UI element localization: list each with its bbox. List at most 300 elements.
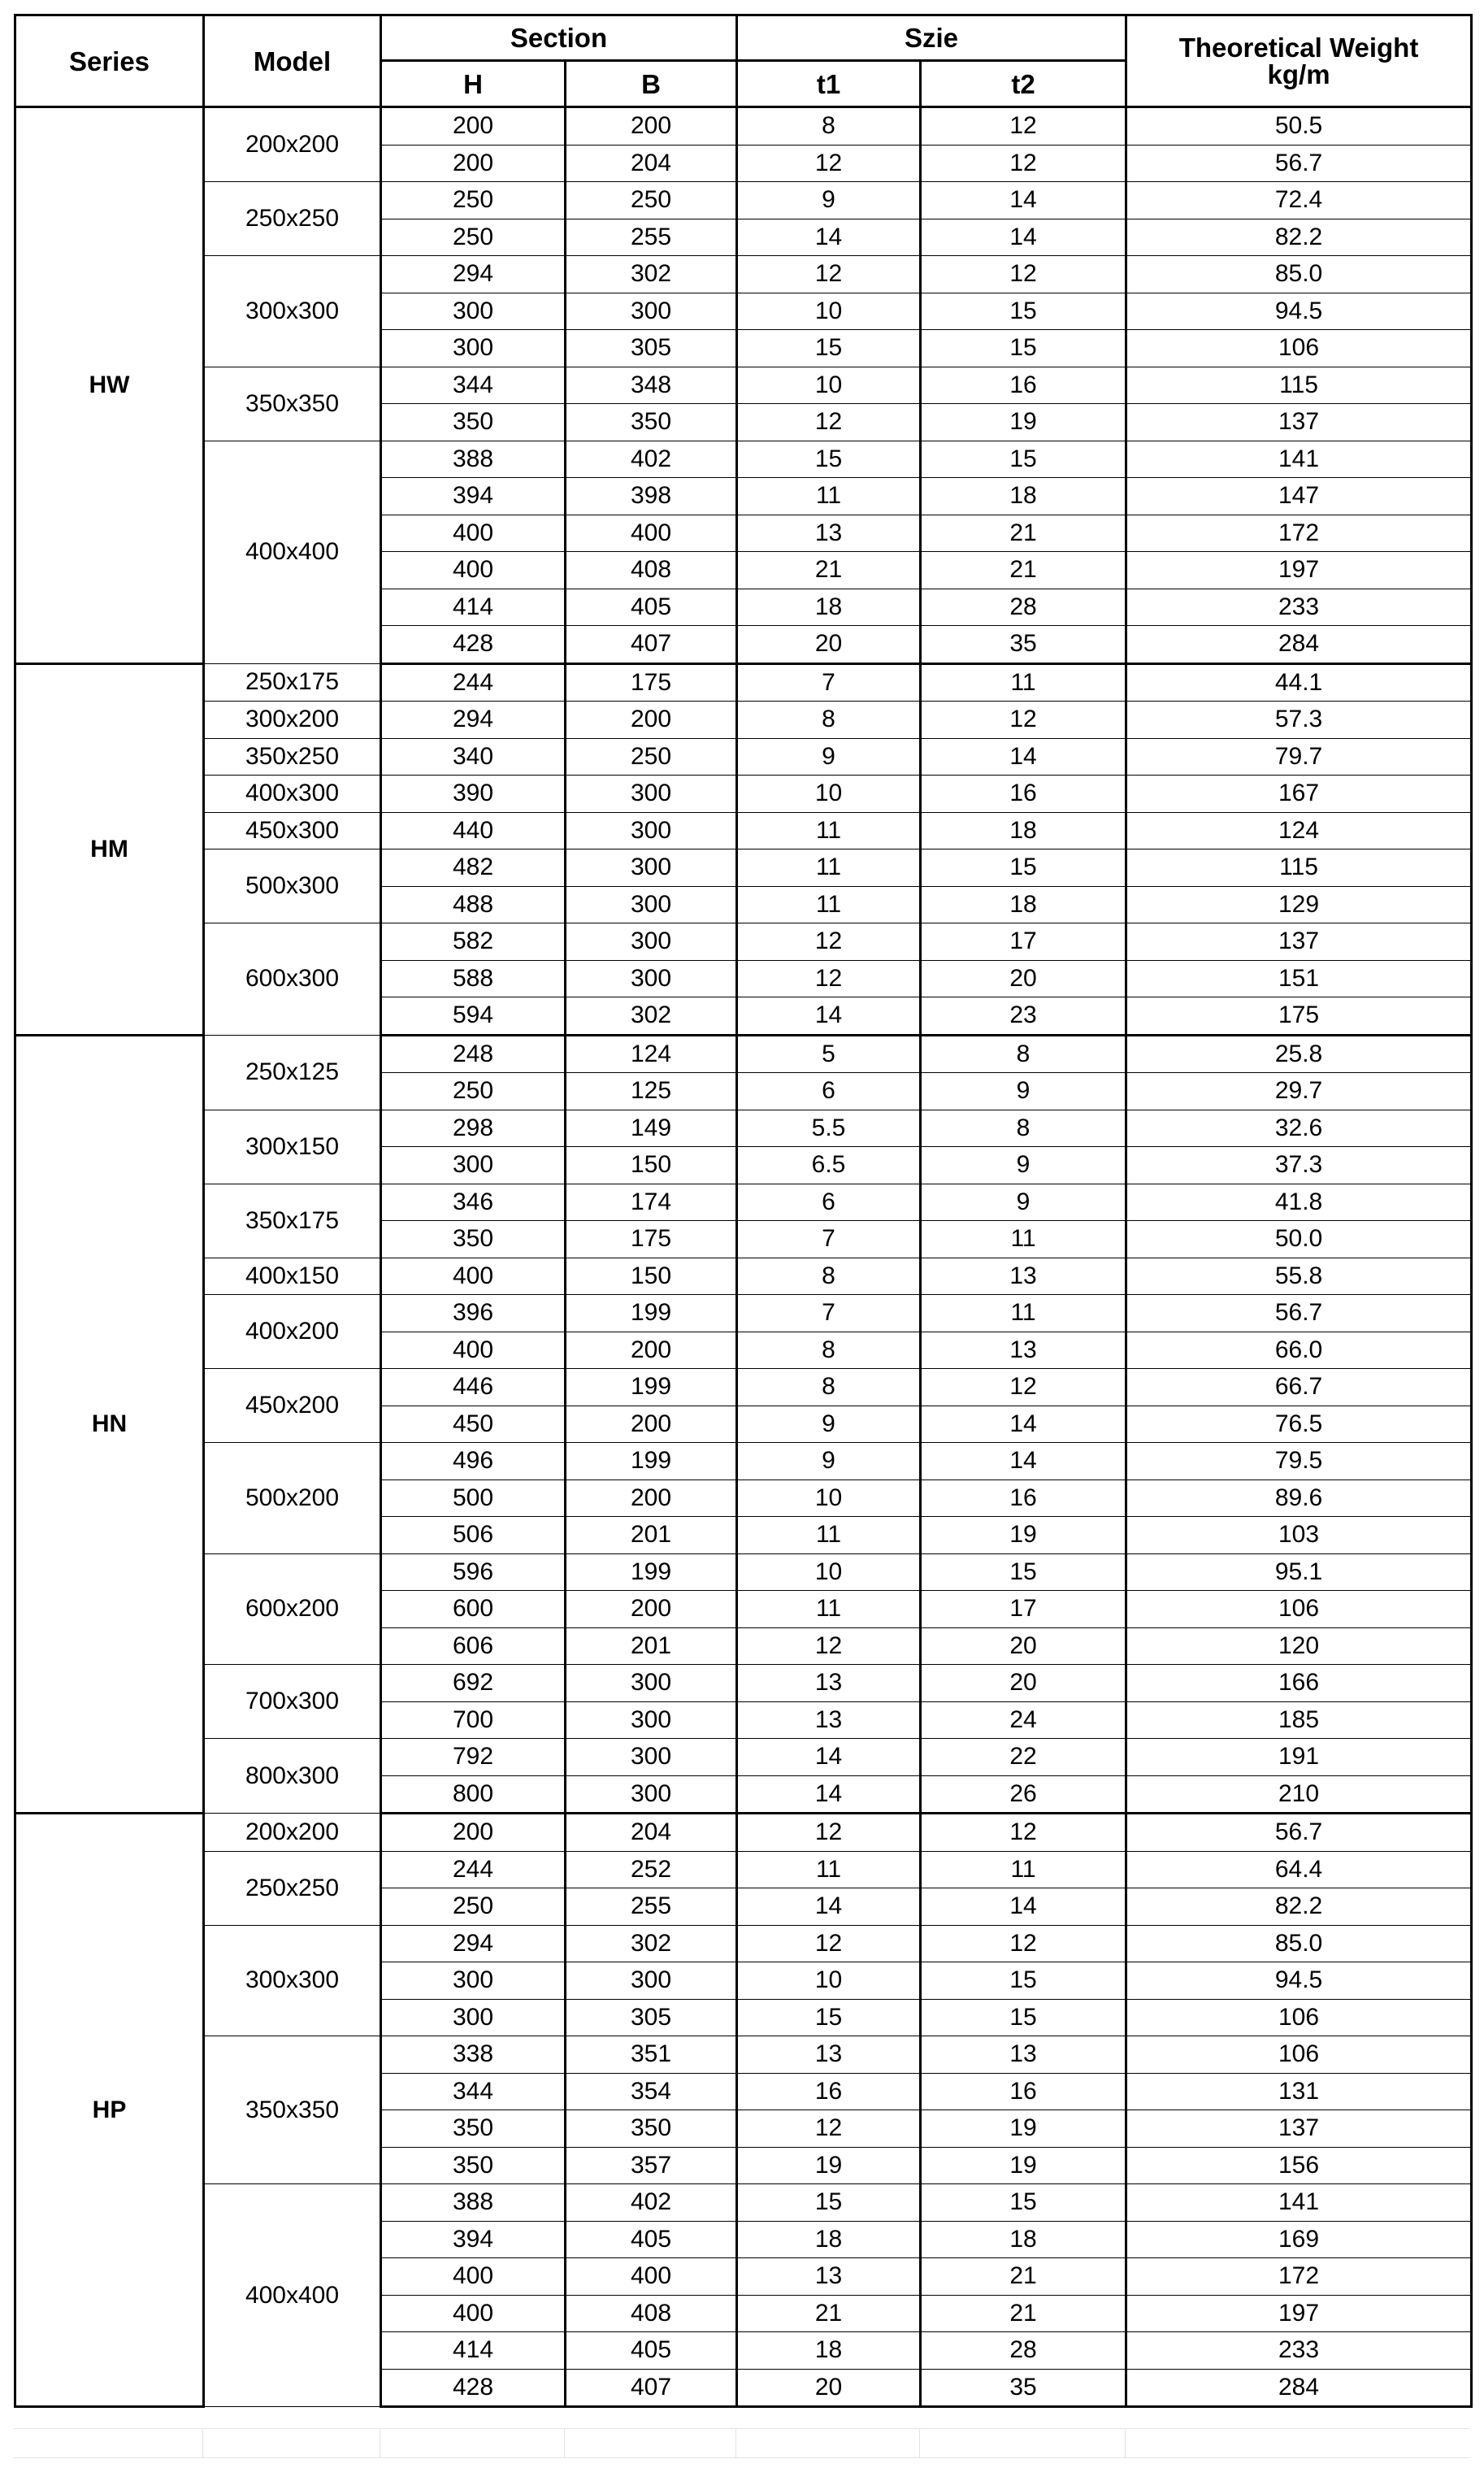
cell-weight: 137 — [1126, 923, 1472, 961]
cell-weight: 66.0 — [1126, 1332, 1472, 1369]
cell-t1: 12 — [737, 404, 921, 441]
cell-t1: 10 — [737, 1553, 921, 1591]
header-weight-unit: kg/m — [1267, 59, 1330, 89]
cell-h: 344 — [381, 367, 566, 404]
cell-b: 400 — [566, 2258, 737, 2296]
cell-t2: 14 — [921, 1406, 1126, 1443]
cell-t2: 14 — [921, 182, 1126, 219]
cell-b: 350 — [566, 404, 737, 441]
cell-weight: 57.3 — [1126, 702, 1472, 739]
cell-b: 398 — [566, 478, 737, 515]
cell-t1: 18 — [737, 589, 921, 626]
cell-t1: 20 — [737, 2369, 921, 2407]
cell-t1: 12 — [737, 1627, 921, 1665]
table-row — [15, 738, 1472, 776]
table-row — [15, 1851, 1472, 1888]
cell-t2: 15 — [921, 1999, 1126, 2036]
cell-weight: 94.5 — [1126, 1962, 1472, 2000]
cell-t2: 35 — [921, 2369, 1126, 2407]
cell-weight: 120 — [1126, 1627, 1472, 1665]
series-cell: HN — [15, 1035, 204, 1814]
cell-t1: 6.5 — [737, 1147, 921, 1184]
cell-weight: 95.1 — [1126, 1553, 1472, 1591]
cell-h: 488 — [381, 886, 566, 923]
cell-weight: 64.4 — [1126, 1851, 1472, 1888]
cell-t2: 23 — [921, 997, 1126, 1036]
cell-h: 800 — [381, 1775, 566, 1814]
cell-b: 250 — [566, 182, 737, 219]
model-cell: 300x150 — [204, 1110, 381, 1184]
cell-t1: 15 — [737, 2184, 921, 2222]
cell-h: 250 — [381, 1888, 566, 1926]
cell-t2: 9 — [921, 1073, 1126, 1110]
cell-t2: 14 — [921, 219, 1126, 256]
cell-weight: 56.7 — [1126, 1295, 1472, 1332]
cell-weight: 284 — [1126, 626, 1472, 664]
series-cell: HP — [15, 1814, 204, 2407]
cell-b: 149 — [566, 1110, 737, 1147]
cell-weight: 115 — [1126, 849, 1472, 887]
cell-b: 357 — [566, 2147, 737, 2184]
cell-t1: 15 — [737, 330, 921, 367]
cell-t2: 13 — [921, 1258, 1126, 1295]
cell-t1: 11 — [737, 886, 921, 923]
cell-weight: 44.1 — [1126, 663, 1472, 702]
model-cell: 400x200 — [204, 1295, 381, 1369]
cell-t1: 10 — [737, 1479, 921, 1517]
cell-h: 250 — [381, 182, 566, 219]
cell-b: 174 — [566, 1184, 737, 1221]
header-section: Section — [381, 15, 737, 61]
cell-h: 450 — [381, 1406, 566, 1443]
cell-h: 596 — [381, 1553, 566, 1591]
header-t1: t1 — [737, 61, 921, 107]
cell-b: 124 — [566, 1035, 737, 1073]
model-cell: 250x125 — [204, 1035, 381, 1110]
cell-b: 204 — [566, 1814, 737, 1852]
cell-b: 252 — [566, 1851, 737, 1888]
cell-b: 201 — [566, 1517, 737, 1554]
cell-weight: 137 — [1126, 2110, 1472, 2148]
cell-h: 244 — [381, 663, 566, 702]
cell-weight: 137 — [1126, 404, 1472, 441]
header-model: Model — [204, 15, 381, 107]
model-cell: 700x300 — [204, 1665, 381, 1739]
cell-weight: 94.5 — [1126, 293, 1472, 330]
cell-t2: 14 — [921, 1888, 1126, 1926]
cell-t2: 18 — [921, 478, 1126, 515]
steel-spec-table — [14, 14, 1473, 2408]
model-cell: 500x300 — [204, 849, 381, 923]
cell-t2: 19 — [921, 1517, 1126, 1554]
cell-t2: 13 — [921, 2036, 1126, 2074]
cell-t1: 12 — [737, 1925, 921, 1962]
cell-t2: 12 — [921, 256, 1126, 293]
cell-h: 350 — [381, 1221, 566, 1258]
table-row — [15, 1035, 1472, 1073]
model-cell: 400x150 — [204, 1258, 381, 1295]
cell-t1: 14 — [737, 1775, 921, 1814]
cell-h: 446 — [381, 1369, 566, 1406]
cell-t2: 26 — [921, 1775, 1126, 1814]
cell-h: 294 — [381, 1925, 566, 1962]
cell-b: 199 — [566, 1553, 737, 1591]
table-row — [15, 1739, 1472, 1776]
cell-b: 402 — [566, 441, 737, 478]
cell-weight: 56.7 — [1126, 145, 1472, 182]
model-cell: 200x200 — [204, 1814, 381, 1852]
cell-t1: 21 — [737, 2295, 921, 2332]
cell-weight: 191 — [1126, 1739, 1472, 1776]
cell-weight: 85.0 — [1126, 1925, 1472, 1962]
cell-b: 405 — [566, 589, 737, 626]
cell-t1: 9 — [737, 1406, 921, 1443]
cell-t1: 10 — [737, 776, 921, 813]
cell-t2: 15 — [921, 293, 1126, 330]
header-h: H — [381, 61, 566, 107]
cell-t2: 12 — [921, 1369, 1126, 1406]
model-cell: 500x200 — [204, 1443, 381, 1554]
table-row — [15, 256, 1472, 293]
cell-weight: 79.5 — [1126, 1443, 1472, 1480]
cell-t1: 15 — [737, 441, 921, 478]
cell-b: 300 — [566, 812, 737, 849]
cell-weight: 41.8 — [1126, 1184, 1472, 1221]
cell-weight: 56.7 — [1126, 1814, 1472, 1852]
model-cell: 800x300 — [204, 1739, 381, 1814]
cell-b: 302 — [566, 1925, 737, 1962]
trailing-grid-line — [202, 2429, 203, 2457]
cell-h: 482 — [381, 849, 566, 887]
cell-t1: 18 — [737, 2221, 921, 2258]
model-cell: 300x300 — [204, 1925, 381, 2036]
cell-h: 600 — [381, 1591, 566, 1628]
cell-weight: 284 — [1126, 2369, 1472, 2407]
cell-b: 199 — [566, 1443, 737, 1480]
cell-t1: 12 — [737, 923, 921, 961]
cell-b: 300 — [566, 1775, 737, 1814]
cell-h: 588 — [381, 960, 566, 997]
cell-weight: 82.2 — [1126, 1888, 1472, 1926]
cell-t1: 6 — [737, 1184, 921, 1221]
table-row — [15, 1665, 1472, 1702]
cell-t2: 15 — [921, 849, 1126, 887]
cell-t2: 8 — [921, 1110, 1126, 1147]
cell-t1: 15 — [737, 1999, 921, 2036]
cell-t2: 20 — [921, 1627, 1126, 1665]
cell-t1: 9 — [737, 738, 921, 776]
cell-t1: 8 — [737, 1369, 921, 1406]
cell-b: 200 — [566, 1591, 737, 1628]
cell-h: 394 — [381, 2221, 566, 2258]
cell-h: 248 — [381, 1035, 566, 1073]
cell-b: 200 — [566, 702, 737, 739]
header-series: Series — [15, 15, 204, 107]
trailing-grid-line — [564, 2429, 565, 2457]
cell-b: 305 — [566, 1999, 737, 2036]
cell-b: 408 — [566, 552, 737, 589]
cell-h: 200 — [381, 1814, 566, 1852]
cell-b: 200 — [566, 1479, 737, 1517]
cell-h: 400 — [381, 2258, 566, 2296]
cell-h: 300 — [381, 1962, 566, 2000]
cell-b: 250 — [566, 738, 737, 776]
cell-t2: 15 — [921, 1962, 1126, 2000]
cell-b: 150 — [566, 1258, 737, 1295]
cell-t2: 11 — [921, 663, 1126, 702]
cell-t1: 6 — [737, 1073, 921, 1110]
cell-weight: 210 — [1126, 1775, 1472, 1814]
table-header — [15, 15, 1472, 107]
cell-t2: 28 — [921, 2332, 1126, 2370]
cell-t1: 12 — [737, 256, 921, 293]
table-row — [15, 663, 1472, 702]
cell-h: 340 — [381, 738, 566, 776]
cell-h: 300 — [381, 293, 566, 330]
cell-t2: 18 — [921, 812, 1126, 849]
cell-t2: 12 — [921, 145, 1126, 182]
cell-weight: 233 — [1126, 589, 1472, 626]
cell-weight: 50.5 — [1126, 107, 1472, 146]
cell-t1: 13 — [737, 2036, 921, 2074]
cell-t1: 14 — [737, 997, 921, 1036]
table-row — [15, 367, 1472, 404]
cell-t1: 10 — [737, 1962, 921, 2000]
cell-t2: 16 — [921, 1479, 1126, 1517]
cell-weight: 141 — [1126, 2184, 1472, 2222]
model-cell: 350x175 — [204, 1184, 381, 1258]
cell-b: 175 — [566, 1221, 737, 1258]
cell-t2: 35 — [921, 626, 1126, 664]
cell-b: 255 — [566, 1888, 737, 1926]
cell-weight: 89.6 — [1126, 1479, 1472, 1517]
cell-h: 300 — [381, 330, 566, 367]
cell-b: 255 — [566, 219, 737, 256]
table-wrapper — [14, 14, 1473, 2408]
cell-t1: 12 — [737, 960, 921, 997]
table-body — [15, 107, 1472, 2407]
cell-t1: 8 — [737, 702, 921, 739]
cell-t1: 13 — [737, 1665, 921, 1702]
cell-t1: 8 — [737, 107, 921, 146]
table-row — [15, 1110, 1472, 1147]
cell-h: 388 — [381, 2184, 566, 2222]
cell-h: 344 — [381, 2073, 566, 2110]
cell-weight: 106 — [1126, 2036, 1472, 2074]
cell-h: 338 — [381, 2036, 566, 2074]
cell-b: 125 — [566, 1073, 737, 1110]
cell-h: 396 — [381, 1295, 566, 1332]
cell-t2: 15 — [921, 330, 1126, 367]
model-cell: 300x200 — [204, 702, 381, 739]
cell-weight: 197 — [1126, 552, 1472, 589]
cell-weight: 37.3 — [1126, 1147, 1472, 1184]
cell-h: 350 — [381, 2147, 566, 2184]
cell-b: 300 — [566, 960, 737, 997]
model-cell: 300x300 — [204, 256, 381, 367]
cell-t2: 14 — [921, 738, 1126, 776]
cell-weight: 29.7 — [1126, 1073, 1472, 1110]
cell-t1: 18 — [737, 2332, 921, 2370]
model-cell: 400x300 — [204, 776, 381, 813]
cell-t2: 21 — [921, 2258, 1126, 2296]
cell-t2: 13 — [921, 1332, 1126, 1369]
cell-t2: 9 — [921, 1147, 1126, 1184]
cell-t1: 13 — [737, 515, 921, 552]
table-row — [15, 2036, 1472, 2074]
table-row — [15, 1295, 1472, 1332]
header-t2: t2 — [921, 61, 1126, 107]
cell-b: 348 — [566, 367, 737, 404]
cell-h: 350 — [381, 2110, 566, 2148]
cell-b: 405 — [566, 2221, 737, 2258]
cell-weight: 172 — [1126, 515, 1472, 552]
table-row — [15, 1184, 1472, 1221]
cell-t1: 7 — [737, 1221, 921, 1258]
model-cell: 200x200 — [204, 107, 381, 182]
cell-h: 294 — [381, 256, 566, 293]
header-row-top — [15, 15, 1472, 61]
cell-h: 244 — [381, 1851, 566, 1888]
cell-t2: 24 — [921, 1701, 1126, 1739]
cell-h: 440 — [381, 812, 566, 849]
cell-h: 250 — [381, 1073, 566, 1110]
cell-h: 394 — [381, 478, 566, 515]
cell-h: 400 — [381, 2295, 566, 2332]
cell-h: 400 — [381, 1332, 566, 1369]
cell-t2: 12 — [921, 702, 1126, 739]
cell-t2: 21 — [921, 552, 1126, 589]
cell-h: 400 — [381, 552, 566, 589]
cell-b: 305 — [566, 330, 737, 367]
cell-weight: 72.4 — [1126, 182, 1472, 219]
cell-b: 300 — [566, 1739, 737, 1776]
cell-weight: 233 — [1126, 2332, 1472, 2370]
model-cell: 400x400 — [204, 2184, 381, 2407]
cell-b: 199 — [566, 1295, 737, 1332]
cell-weight: 66.7 — [1126, 1369, 1472, 1406]
cell-weight: 151 — [1126, 960, 1472, 997]
cell-t1: 10 — [737, 367, 921, 404]
cell-t2: 20 — [921, 1665, 1126, 1702]
cell-b: 204 — [566, 145, 737, 182]
cell-weight: 82.2 — [1126, 219, 1472, 256]
cell-h: 350 — [381, 404, 566, 441]
model-cell: 350x250 — [204, 738, 381, 776]
table-row — [15, 776, 1472, 813]
cell-t1: 11 — [737, 1517, 921, 1554]
cell-t1: 21 — [737, 552, 921, 589]
cell-weight: 131 — [1126, 2073, 1472, 2110]
cell-h: 250 — [381, 219, 566, 256]
cell-t1: 9 — [737, 182, 921, 219]
series-cell: HM — [15, 663, 204, 1035]
cell-b: 407 — [566, 626, 737, 664]
cell-b: 350 — [566, 2110, 737, 2148]
cell-weight: 172 — [1126, 2258, 1472, 2296]
cell-weight: 55.8 — [1126, 1258, 1472, 1295]
cell-t2: 18 — [921, 2221, 1126, 2258]
cell-weight: 115 — [1126, 367, 1472, 404]
cell-weight: 156 — [1126, 2147, 1472, 2184]
cell-t1: 14 — [737, 1888, 921, 1926]
cell-b: 200 — [566, 1332, 737, 1369]
cell-b: 400 — [566, 515, 737, 552]
table-row — [15, 1443, 1472, 1480]
cell-weight: 185 — [1126, 1701, 1472, 1739]
cell-h: 388 — [381, 441, 566, 478]
cell-t2: 11 — [921, 1851, 1126, 1888]
cell-h: 792 — [381, 1739, 566, 1776]
cell-b: 300 — [566, 886, 737, 923]
cell-b: 200 — [566, 107, 737, 146]
cell-h: 390 — [381, 776, 566, 813]
cell-t2: 16 — [921, 2073, 1126, 2110]
cell-t1: 16 — [737, 2073, 921, 2110]
cell-b: 354 — [566, 2073, 737, 2110]
cell-b: 199 — [566, 1369, 737, 1406]
cell-t1: 11 — [737, 849, 921, 887]
cell-t1: 8 — [737, 1332, 921, 1369]
cell-t1: 5 — [737, 1035, 921, 1073]
cell-h: 414 — [381, 589, 566, 626]
cell-weight: 50.0 — [1126, 1221, 1472, 1258]
cell-weight: 106 — [1126, 1591, 1472, 1628]
cell-t2: 11 — [921, 1295, 1126, 1332]
cell-t2: 21 — [921, 515, 1126, 552]
cell-h: 582 — [381, 923, 566, 961]
cell-h: 500 — [381, 1479, 566, 1517]
cell-weight: 197 — [1126, 2295, 1472, 2332]
cell-h: 428 — [381, 2369, 566, 2407]
cell-t2: 17 — [921, 1591, 1126, 1628]
table-row — [15, 107, 1472, 146]
cell-t2: 16 — [921, 776, 1126, 813]
cell-t1: 7 — [737, 663, 921, 702]
cell-h: 594 — [381, 997, 566, 1036]
cell-t2: 12 — [921, 107, 1126, 146]
header-weight-label: Theoretical Weight — [1178, 33, 1419, 63]
cell-t1: 10 — [737, 293, 921, 330]
cell-h: 400 — [381, 515, 566, 552]
cell-h: 300 — [381, 1147, 566, 1184]
table-row — [15, 1553, 1472, 1591]
cell-weight: 25.8 — [1126, 1035, 1472, 1073]
cell-h: 200 — [381, 145, 566, 182]
cell-weight: 85.0 — [1126, 256, 1472, 293]
cell-b: 408 — [566, 2295, 737, 2332]
cell-h: 700 — [381, 1701, 566, 1739]
trailing-grid — [14, 2428, 1470, 2458]
cell-b: 300 — [566, 849, 737, 887]
cell-weight: 175 — [1126, 997, 1472, 1036]
cell-t1: 19 — [737, 2147, 921, 2184]
cell-t1: 11 — [737, 812, 921, 849]
cell-h: 294 — [381, 702, 566, 739]
cell-t2: 8 — [921, 1035, 1126, 1073]
cell-b: 175 — [566, 663, 737, 702]
model-cell: 450x200 — [204, 1369, 381, 1443]
table-row — [15, 1258, 1472, 1295]
model-cell: 250x175 — [204, 663, 381, 702]
table-row — [15, 849, 1472, 887]
cell-h: 346 — [381, 1184, 566, 1221]
model-cell: 350x350 — [204, 367, 381, 441]
cell-h: 496 — [381, 1443, 566, 1480]
cell-b: 150 — [566, 1147, 737, 1184]
table-row — [15, 1369, 1472, 1406]
cell-t2: 22 — [921, 1739, 1126, 1776]
